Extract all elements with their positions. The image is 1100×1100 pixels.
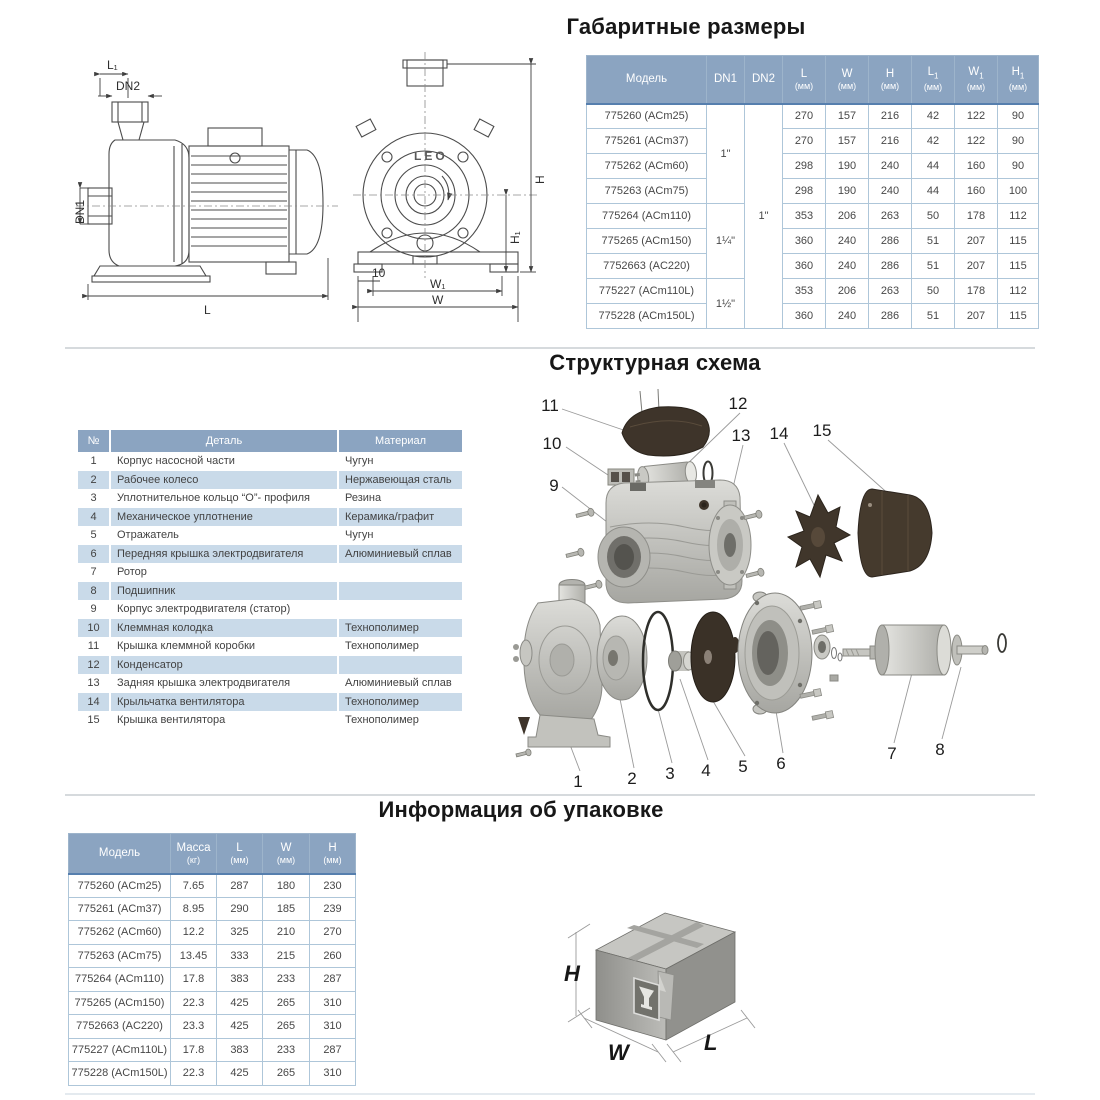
parts-table bbox=[78, 430, 462, 730]
packaging-table-head-row bbox=[69, 834, 356, 874]
fragile-icon bbox=[634, 978, 659, 1020]
value-cell: 240 bbox=[826, 304, 869, 329]
value-cell: 360 bbox=[783, 229, 826, 254]
table-row: 775263 (ACm75) 13.45 333 215 260 bbox=[69, 944, 356, 968]
value-cell: 239 bbox=[310, 897, 356, 921]
dn1-cell: 1¼" bbox=[707, 204, 745, 279]
part-name-cell: Подшипник bbox=[110, 582, 338, 601]
part-name-cell: Задняя крышка электродвигателя bbox=[110, 674, 338, 693]
table-row: 775262 (ACm60) 298 190 240 44 160 90 bbox=[587, 154, 1039, 179]
value-cell: 230 bbox=[310, 874, 356, 898]
value-cell: 90 bbox=[998, 154, 1039, 179]
value-cell: 286 bbox=[869, 229, 912, 254]
cardboard-box bbox=[596, 913, 735, 1040]
value-cell: 206 bbox=[826, 279, 869, 304]
material-cell: Алюминиевый сплав bbox=[338, 674, 462, 693]
packaging-table bbox=[68, 833, 356, 1086]
table-row bbox=[78, 600, 462, 619]
table-row bbox=[78, 489, 462, 508]
side-label-l1: L₁ bbox=[107, 58, 118, 72]
column-header: Материал bbox=[338, 430, 462, 452]
column-header: DN1 bbox=[707, 56, 745, 104]
value-cell: 190 bbox=[826, 154, 869, 179]
value-cell: 270 bbox=[783, 129, 826, 154]
material-cell bbox=[338, 656, 462, 675]
value-cell: 240 bbox=[826, 229, 869, 254]
table-row: 775227 (ACm110L) 1½" 353 206 263 50 178 112 bbox=[587, 279, 1039, 304]
value-cell: 112 bbox=[998, 279, 1039, 304]
value-cell: 265 bbox=[263, 1015, 310, 1039]
section-divider bbox=[65, 347, 1035, 349]
value-cell: 115 bbox=[998, 254, 1039, 279]
callout-13: 13 bbox=[731, 426, 751, 445]
front-label-10: 10 bbox=[372, 266, 386, 280]
table-row: 775263 (ACm75) 298 190 240 44 160 100 bbox=[587, 179, 1039, 204]
table-row: 775260 (ACm25) 7.65 287 180 230 bbox=[69, 874, 356, 898]
fan-impeller-part bbox=[788, 495, 850, 577]
table-row bbox=[78, 637, 462, 656]
dimensions-table-head-row bbox=[587, 56, 1039, 104]
value-cell: 215 bbox=[263, 944, 310, 968]
value-cell: 298 bbox=[783, 154, 826, 179]
value-cell: 8.95 bbox=[171, 897, 217, 921]
box-label-l: L bbox=[704, 1030, 718, 1055]
table-row bbox=[78, 452, 462, 471]
part-number-cell: 7 bbox=[90, 566, 97, 579]
value-cell: 287 bbox=[310, 1038, 356, 1062]
value-cell: 42 bbox=[912, 129, 955, 154]
table-row: 775265 (ACm150) 360 240 286 51 207 115 bbox=[587, 229, 1039, 254]
dimensions-table bbox=[586, 55, 1039, 329]
pump-logo: LEO bbox=[414, 149, 448, 163]
table-row: 775260 (ACm25) 1" 1" 270 157 216 42 122 90 bbox=[587, 104, 1039, 129]
table-row bbox=[78, 471, 462, 490]
table-row bbox=[78, 619, 462, 638]
exploded-view-diagram bbox=[510, 385, 1100, 793]
parts-table-body bbox=[78, 452, 462, 730]
plug-part bbox=[518, 717, 530, 735]
dimensions-table-body bbox=[587, 104, 1039, 329]
callout-15: 15 bbox=[812, 421, 832, 440]
value-cell: 383 bbox=[217, 1038, 263, 1062]
value-cell: 17.8 bbox=[171, 968, 217, 992]
material-cell: Технополимер bbox=[338, 693, 462, 712]
side-label-l: L bbox=[204, 303, 211, 317]
value-cell: 425 bbox=[217, 1062, 263, 1086]
material-cell: Керамика/графит bbox=[338, 508, 462, 527]
callout-7: 7 bbox=[887, 744, 897, 763]
column-header: H (мм) bbox=[310, 834, 356, 874]
deflector-part bbox=[691, 612, 740, 702]
material-cell: Резина bbox=[338, 489, 462, 508]
value-cell: 353 bbox=[783, 279, 826, 304]
value-cell: 360 bbox=[783, 254, 826, 279]
value-cell: 216 bbox=[869, 104, 912, 129]
box-label-w: W bbox=[608, 1040, 629, 1065]
section-divider bbox=[65, 794, 1035, 796]
part-name-cell: Корпус электродвигателя (статор) bbox=[110, 600, 338, 619]
packaging-box-drawing bbox=[560, 868, 870, 1093]
table-row bbox=[78, 711, 462, 730]
terminal-cover-part bbox=[622, 389, 709, 456]
box-label-h: H bbox=[564, 961, 580, 986]
value-cell: 190 bbox=[826, 179, 869, 204]
table-row bbox=[78, 693, 462, 712]
material-cell: Алюминиевый сплав bbox=[338, 545, 462, 564]
value-cell: 286 bbox=[869, 304, 912, 329]
part-name-cell: Рабочее колесо bbox=[110, 471, 338, 490]
callout-8: 8 bbox=[935, 740, 945, 759]
part-number-cell: 13 bbox=[87, 677, 100, 690]
table-row: 775265 (ACm150) 22.3 425 265 310 bbox=[69, 991, 356, 1015]
part-name-cell: Конденсатор bbox=[110, 656, 338, 675]
value-cell: 207 bbox=[955, 229, 998, 254]
part-name-cell: Крышка вентилятора bbox=[110, 711, 338, 730]
column-header: $L_1$ (мм) bbox=[912, 56, 955, 104]
table-row bbox=[78, 582, 462, 601]
value-cell: 425 bbox=[217, 991, 263, 1015]
part-name-cell: Передняя крышка электродвигателя bbox=[110, 545, 338, 564]
material-cell bbox=[338, 563, 462, 582]
parts-table-head-row bbox=[78, 430, 462, 452]
column-header: № bbox=[78, 430, 110, 452]
value-cell: 115 bbox=[998, 229, 1039, 254]
part-name-cell: Уплотнительное кольцо “О”- профиля bbox=[110, 489, 338, 508]
part-name-cell: Корпус насосной части bbox=[110, 452, 338, 471]
part-number-cell: 2 bbox=[78, 471, 110, 490]
part-name-cell: Отражатель bbox=[110, 526, 338, 545]
part-name-cell: Механическое уплотнение bbox=[110, 508, 338, 527]
value-cell: 178 bbox=[955, 279, 998, 304]
part-name-cell: Крышка клеммной коробки bbox=[110, 637, 338, 656]
value-cell: 12.2 bbox=[171, 921, 217, 945]
part-name-cell: Клеммная колодка bbox=[110, 619, 338, 638]
callout-numbers bbox=[541, 394, 945, 791]
front-label-w: W bbox=[432, 293, 444, 307]
value-cell: 50 bbox=[912, 279, 955, 304]
value-cell: 122 bbox=[955, 129, 998, 154]
value-cell: 185 bbox=[263, 897, 310, 921]
screw bbox=[515, 748, 531, 758]
part-name-cell: Ротор bbox=[110, 563, 338, 582]
value-cell: 207 bbox=[955, 254, 998, 279]
callout-5: 5 bbox=[738, 757, 748, 776]
material-cell bbox=[338, 582, 462, 601]
callout-9: 9 bbox=[549, 476, 559, 495]
rotor-part bbox=[843, 625, 1006, 675]
side-label-dn1: DN1 bbox=[73, 199, 87, 224]
table-row bbox=[78, 508, 462, 527]
table-row bbox=[78, 526, 462, 545]
part-number-cell: 9 bbox=[90, 603, 97, 616]
table-row: 775261 (ACm37) 8.95 290 185 239 bbox=[69, 897, 356, 921]
front-view-dimension-lines bbox=[358, 64, 536, 322]
value-cell: 22.3 bbox=[171, 991, 217, 1015]
value-cell: 360 bbox=[783, 304, 826, 329]
value-cell: 290 bbox=[217, 897, 263, 921]
part-number-cell: 6 bbox=[78, 545, 110, 564]
value-cell: 260 bbox=[310, 944, 356, 968]
table-row: 775261 (ACm37) 270 157 216 42 122 90 bbox=[587, 129, 1039, 154]
part-number-cell: 10 bbox=[78, 619, 110, 638]
table-row: 775262 (ACm60) 12.2 325 210 270 bbox=[69, 921, 356, 945]
table-row: 775264 (ACm110) 17.8 383 233 287 bbox=[69, 968, 356, 992]
value-cell: 160 bbox=[955, 179, 998, 204]
column-header: Модель bbox=[69, 834, 171, 874]
front-label-h: H bbox=[533, 175, 547, 184]
column-header: L (мм) bbox=[783, 56, 826, 104]
part-name-cell: Крыльчатка вентилятора bbox=[110, 693, 338, 712]
value-cell: 333 bbox=[217, 944, 263, 968]
column-header: $H_1$ (мм) bbox=[998, 56, 1039, 104]
value-cell: 263 bbox=[869, 279, 912, 304]
part-number-cell: 14 bbox=[78, 693, 110, 712]
material-cell: Технополимер bbox=[338, 619, 462, 638]
column-header: Деталь bbox=[110, 430, 338, 452]
value-cell: 207 bbox=[955, 304, 998, 329]
dn2-cell: 1" bbox=[745, 104, 783, 329]
column-header: Модель bbox=[587, 56, 707, 104]
table-row bbox=[78, 656, 462, 675]
material-cell bbox=[338, 600, 462, 619]
packaging-section-title: Информация об упаковке bbox=[378, 797, 664, 822]
value-cell: 51 bbox=[912, 254, 955, 279]
table-row: 775227 (ACm110L) 17.8 383 233 287 bbox=[69, 1038, 356, 1062]
impeller-part bbox=[597, 616, 647, 700]
value-cell: 270 bbox=[310, 921, 356, 945]
value-cell: 233 bbox=[263, 968, 310, 992]
cropped-table-edge bbox=[65, 1093, 1035, 1095]
part-number-cell: 8 bbox=[78, 582, 110, 601]
value-cell: 157 bbox=[826, 129, 869, 154]
value-cell: 44 bbox=[912, 179, 955, 204]
value-cell: 240 bbox=[826, 254, 869, 279]
value-cell: 310 bbox=[310, 991, 356, 1015]
part-number-cell: 1 bbox=[90, 455, 97, 468]
column-header: W (мм) bbox=[263, 834, 310, 874]
part-number-cell: 3 bbox=[90, 492, 97, 505]
column-header: DN2 bbox=[745, 56, 783, 104]
value-cell: 13.45 bbox=[171, 944, 217, 968]
table-row: 775228 (ACm150L) 360 240 286 51 207 115 bbox=[587, 304, 1039, 329]
dimensions-section-title: Габаритные размеры bbox=[566, 14, 806, 39]
column-header: W (мм) bbox=[826, 56, 869, 104]
bearing-part bbox=[814, 635, 842, 681]
callout-11: 11 bbox=[541, 396, 559, 415]
value-cell: 287 bbox=[217, 874, 263, 898]
callout-4: 4 bbox=[701, 761, 711, 780]
value-cell: 115 bbox=[998, 304, 1039, 329]
column-header: L (мм) bbox=[217, 834, 263, 874]
value-cell: 263 bbox=[869, 204, 912, 229]
callout-3: 3 bbox=[665, 764, 675, 783]
column-header: Масса (кг) bbox=[171, 834, 217, 874]
value-cell: 23.3 bbox=[171, 1015, 217, 1039]
pump-dimension-drawing bbox=[70, 38, 565, 336]
callout-12: 12 bbox=[728, 394, 748, 413]
structure-section-title: Структурная схема bbox=[549, 350, 761, 375]
value-cell: 90 bbox=[998, 104, 1039, 129]
material-cell: Чугун bbox=[338, 526, 462, 545]
value-cell: 240 bbox=[869, 154, 912, 179]
value-cell: 160 bbox=[955, 154, 998, 179]
value-cell: 180 bbox=[263, 874, 310, 898]
value-cell: 270 bbox=[783, 104, 826, 129]
value-cell: 42 bbox=[912, 104, 955, 129]
dn1-cell: 1½" bbox=[707, 279, 745, 329]
column-header: H (мм) bbox=[869, 56, 912, 104]
value-cell: 425 bbox=[217, 1015, 263, 1039]
value-cell: 17.8 bbox=[171, 1038, 217, 1062]
value-cell: 265 bbox=[263, 991, 310, 1015]
value-cell: 90 bbox=[998, 129, 1039, 154]
value-cell: 112 bbox=[998, 204, 1039, 229]
value-cell: 22.3 bbox=[171, 1062, 217, 1086]
front-label-w1: W₁ bbox=[430, 277, 446, 291]
callout-6: 6 bbox=[776, 754, 786, 773]
table-row: 7752663 (AC220) 360 240 286 51 207 115 bbox=[587, 254, 1039, 279]
callout-2: 2 bbox=[627, 769, 637, 788]
part-number-cell: 5 bbox=[90, 529, 97, 542]
table-row: 7752663 (AC220) 23.3 425 265 310 bbox=[69, 1015, 356, 1039]
side-view-outline bbox=[76, 102, 338, 282]
fan-cover-part bbox=[858, 489, 932, 577]
packaging-table-body bbox=[69, 874, 356, 1086]
value-cell: 44 bbox=[912, 154, 955, 179]
value-cell: 210 bbox=[263, 921, 310, 945]
part-number-cell: 15 bbox=[87, 714, 100, 727]
part-number-cell: 11 bbox=[87, 640, 100, 653]
column-header: $W_1$ (мм) bbox=[955, 56, 998, 104]
part-number-cell: 4 bbox=[78, 508, 110, 527]
side-label-dn2: DN2 bbox=[116, 79, 141, 93]
value-cell: 353 bbox=[783, 204, 826, 229]
value-cell: 325 bbox=[217, 921, 263, 945]
table-row: 775264 (ACm110) 1¼" 353 206 263 50 178 112 bbox=[587, 204, 1039, 229]
material-cell: Технополимер bbox=[338, 711, 462, 730]
value-cell: 100 bbox=[998, 179, 1039, 204]
part-number-cell: 12 bbox=[78, 656, 110, 675]
material-cell: Нержавеющая сталь bbox=[338, 471, 462, 490]
value-cell: 50 bbox=[912, 204, 955, 229]
table-row bbox=[78, 545, 462, 564]
value-cell: 240 bbox=[869, 179, 912, 204]
value-cell: 7.65 bbox=[171, 874, 217, 898]
value-cell: 51 bbox=[912, 304, 955, 329]
value-cell: 287 bbox=[310, 968, 356, 992]
callout-14: 14 bbox=[769, 424, 789, 443]
value-cell: 51 bbox=[912, 229, 955, 254]
dn1-cell: 1" bbox=[707, 104, 745, 204]
value-cell: 310 bbox=[310, 1062, 356, 1086]
value-cell: 157 bbox=[826, 104, 869, 129]
table-row: 775228 (ACm150L) 22.3 425 265 310 bbox=[69, 1062, 356, 1086]
value-cell: 206 bbox=[826, 204, 869, 229]
value-cell: 383 bbox=[217, 968, 263, 992]
material-cell: Технополимер bbox=[338, 637, 462, 656]
value-cell: 122 bbox=[955, 104, 998, 129]
value-cell: 265 bbox=[263, 1062, 310, 1086]
table-row bbox=[78, 674, 462, 693]
front-label-h1: H₁ bbox=[508, 231, 522, 244]
value-cell: 216 bbox=[869, 129, 912, 154]
callout-1: 1 bbox=[573, 772, 583, 791]
value-cell: 310 bbox=[310, 1015, 356, 1039]
callout-10: 10 bbox=[542, 434, 562, 453]
value-cell: 298 bbox=[783, 179, 826, 204]
value-cell: 233 bbox=[263, 1038, 310, 1062]
value-cell: 286 bbox=[869, 254, 912, 279]
table-row bbox=[78, 563, 462, 582]
value-cell: 178 bbox=[955, 204, 998, 229]
material-cell: Чугун bbox=[338, 452, 462, 471]
